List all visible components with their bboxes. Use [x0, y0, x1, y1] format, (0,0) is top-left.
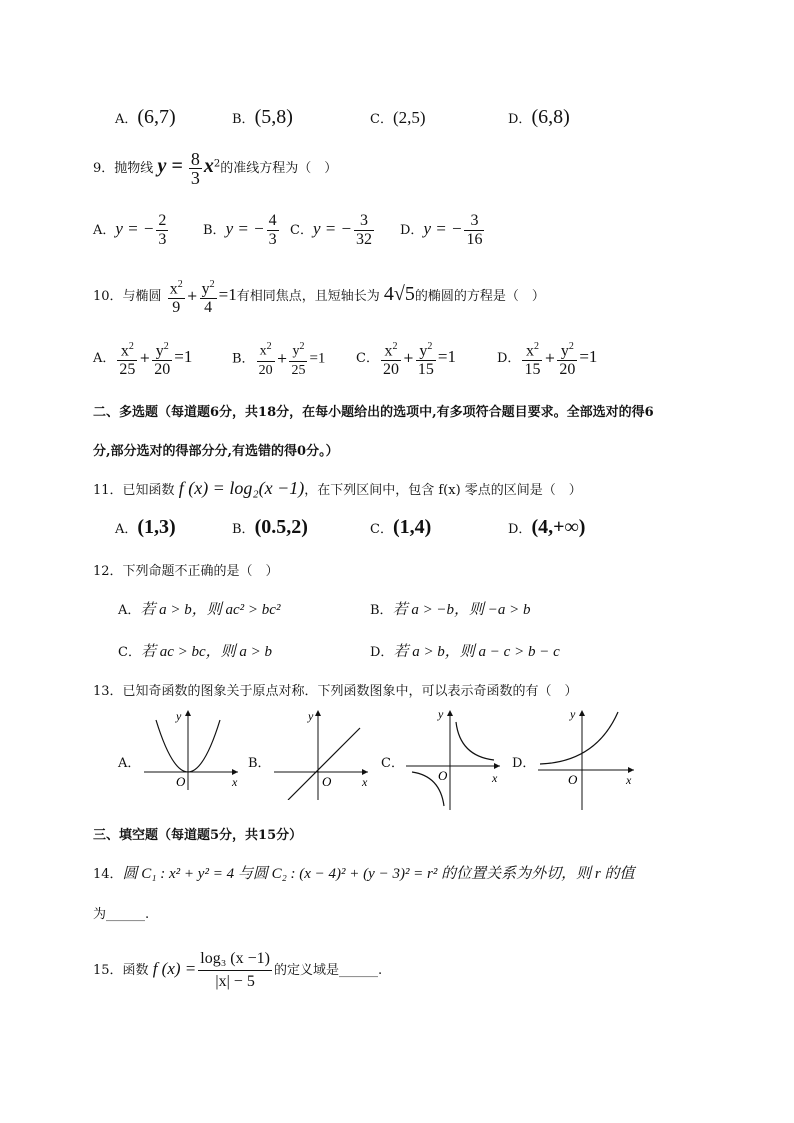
graph-a-parabola — [142, 706, 242, 790]
q9-option-d: D．y = − $\frac{3}{16}$ — [400, 212, 483, 248]
q11-option-b: B．(0.5,2) — [232, 516, 308, 538]
section-3-header: 三、填空题（每道题5分，共15分） — [93, 828, 303, 843]
q12-option-a: A．若 a > b，则 ac² > bc² — [118, 602, 281, 618]
q9-option-c: C．y = − $\frac{3}{32}$ — [290, 212, 372, 248]
axis-x-label: x — [362, 775, 368, 789]
axis-origin-label: O — [438, 768, 448, 783]
axis-y-label: y — [570, 707, 576, 721]
q8-option-d: D．(6,8) — [508, 106, 570, 128]
q11-option-c: C．(1,4) — [370, 516, 432, 538]
graph-d-exponential — [536, 706, 640, 810]
axis-y-label: y — [176, 709, 182, 723]
q12-stem: 12．下列命题不正确的是（ ） — [93, 564, 279, 579]
axis-y-label: y — [438, 707, 444, 721]
section-2-header-line2: 分,部分选对的得部分分,有选错的得0分。） — [93, 444, 339, 459]
q10-option-a: A． $\frac{x^2}{25}$ + $\frac{y^2}{20}$ =1 — [93, 338, 192, 379]
q8-option-c: C．(2,5) — [370, 108, 426, 127]
q10-option-d: D． $\frac{x^2}{15}$ + $\frac{y^2}{20}$ =1 — [497, 338, 597, 379]
q8-option-a: A．(6,7) — [115, 106, 176, 128]
q13-option-b-label: B． — [248, 756, 271, 771]
q11-option-a: A．(1,3) — [115, 516, 176, 538]
axis-x-label: x — [626, 773, 632, 787]
q12-option-d: D．若 a > b，则 a − c > b − c — [370, 644, 560, 660]
q11-option-d: D．(4,+∞) — [508, 516, 586, 538]
q14-stem-line2: 为______. — [93, 907, 150, 922]
q9-option-a: A．y = − $\frac{2}{3}$ — [93, 212, 167, 248]
q12-option-b: B．若 a > −b，则 −a > b — [370, 602, 531, 618]
graph-b-line — [272, 706, 376, 800]
q15-stem: 15．函数 f (x) = $\frac{\text{log₃ (x −1)}}{|x| - 5}$ 的定义域是______. — [93, 950, 383, 990]
graph-c-hyperbola — [404, 706, 508, 810]
axis-x-label: x — [492, 771, 498, 785]
axis-x-label: x — [232, 775, 238, 789]
axis-origin-label: O — [176, 774, 186, 789]
axis-origin-label: O — [568, 772, 578, 787]
q11-stem: 11．已知函数 f (x) = log₂(x −1)，在下列区间中，包含 f(x) 零点的区间是（ ） — [93, 478, 582, 498]
q9-option-b: B．y = − $\frac{4}{3}$ — [203, 212, 277, 248]
axis-origin-label: O — [322, 774, 332, 789]
section-2-header-line1: 二、多选题（每道题6分，共18分，在每小题给出的选项中,有多项符合题目要求。全部选对的得6 — [93, 405, 654, 420]
q13-option-d-label: D． — [512, 756, 536, 771]
q13-option-a-label: A． — [118, 756, 141, 771]
q10-stem: 10．与椭圆 $\frac{x^2}{9}$ + $\frac{y^2}{4}$ =1有相同焦点，且短轴长为 4√5的椭圆的方程是（ ） — [93, 276, 545, 317]
axis-y-label: y — [308, 709, 314, 723]
q13-stem: 13．已知奇函数的图象关于原点对称．下列函数图象中，可以表示奇函数的有（ ） — [93, 684, 578, 699]
q14-stem-line1: 14．圆 C₁ : x² + y² = 4 与圆 C₂ : (x − 4)² + (y − 3)² = r² 的位置关系为外切，则 r 的值 — [93, 866, 635, 882]
q8-option-b: B．(5,8) — [232, 106, 293, 128]
q12-option-c: C．若 ac > bc，则 a > b — [118, 644, 273, 660]
q10-option-b: B． $\frac{x^2}{20}$ + $\frac{y^2}{25}$ =1 — [232, 338, 325, 380]
q13-option-c-label: C． — [381, 756, 404, 771]
q10-option-c: C． $\frac{x^2}{20}$ + $\frac{y^2}{15}$ =1 — [356, 338, 456, 379]
q9-stem: 9．抛物线 y = $\frac{8}{3}$ $x^2$的准线方程为（ ） — [93, 149, 338, 188]
